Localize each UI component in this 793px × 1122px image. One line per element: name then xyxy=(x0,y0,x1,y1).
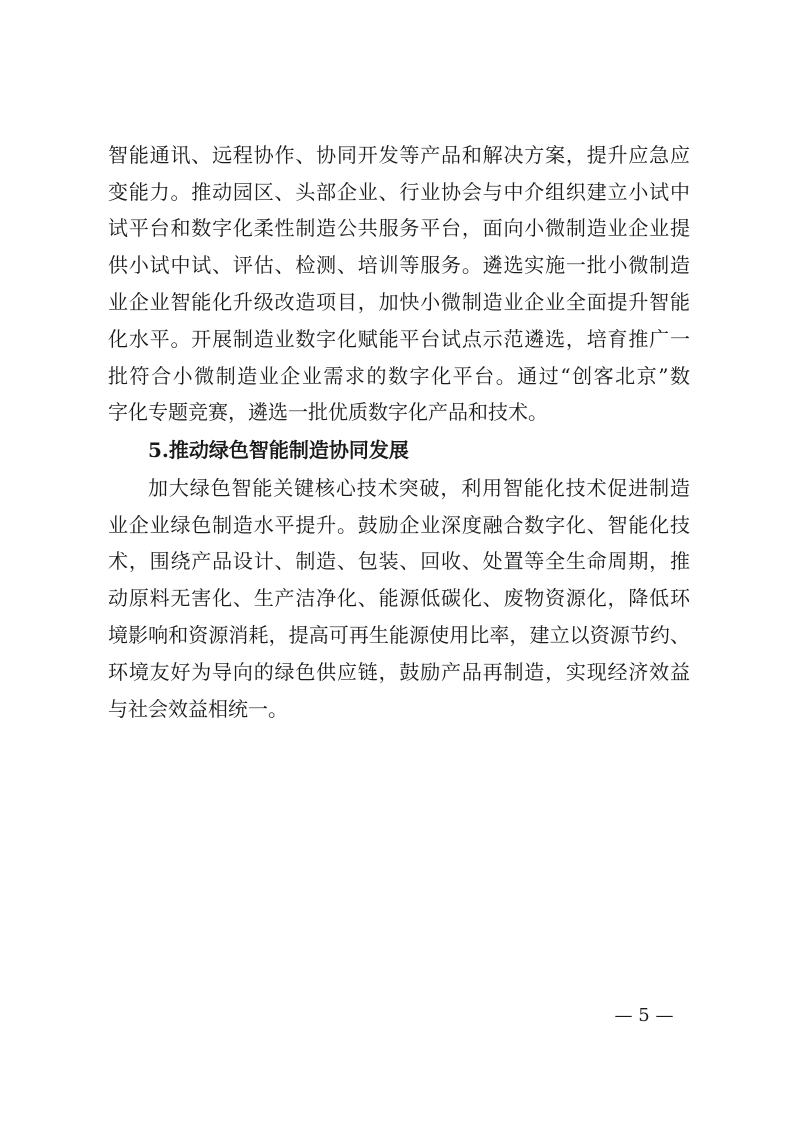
paragraph-line: 与社会效益相统一。 xyxy=(108,697,288,721)
paragraph-line: 字化专题竞赛，遴选一批优质数字化产品和技术。 xyxy=(108,400,548,424)
paragraph-line: 智能通讯、远程协作、协同开发等产品和解决方案，提升应急应 xyxy=(108,143,690,167)
paragraph-line: 业企业绿色制造水平提升。鼓励企业深度融合数字化、智能化技 xyxy=(108,513,690,537)
paragraph-line: 环境友好为导向的绿色供应链，鼓励产品再制造，实现经济效益 xyxy=(108,660,690,684)
paragraph-line: 加大绿色智能关键核心技术突破，利用智能化技术促进制造 xyxy=(148,476,690,500)
paragraph-line: 动原料无害化、生产洁净化、能源低碳化、废物资源化，降低环 xyxy=(108,586,690,610)
page-number: — 5 — xyxy=(614,1005,674,1026)
paragraph-line: 变能力。推动园区、头部企业、行业协会与中介组织建立小试中 xyxy=(108,180,690,204)
paragraph-line: 境影响和资源消耗，提高可再生能源使用比率，建立以资源节约、 xyxy=(108,623,690,647)
paragraph-line: 供小试中试、评估、检测、培训等服务。遴选实施一批小微制造 xyxy=(108,253,690,277)
paragraph-line: 化水平。开展制造业数字化赋能平台试点示范遴选，培育推广一 xyxy=(108,327,690,351)
paragraph-line: 试平台和数字化柔性制造公共服务平台，面向小微制造业企业提 xyxy=(108,216,690,240)
paragraph-line: 术，围绕产品设计、制造、包装、回收、处置等全生命周期，推 xyxy=(108,549,690,573)
section-heading: 5.推动绿色智能制造协同发展 xyxy=(148,438,409,462)
paragraph-line: 业企业智能化升级改造项目，加快小微制造业企业全面提升智能 xyxy=(108,290,690,314)
paragraph-line: 批符合小微制造业企业需求的数字化平台。通过“创客北京”数 xyxy=(108,364,690,388)
